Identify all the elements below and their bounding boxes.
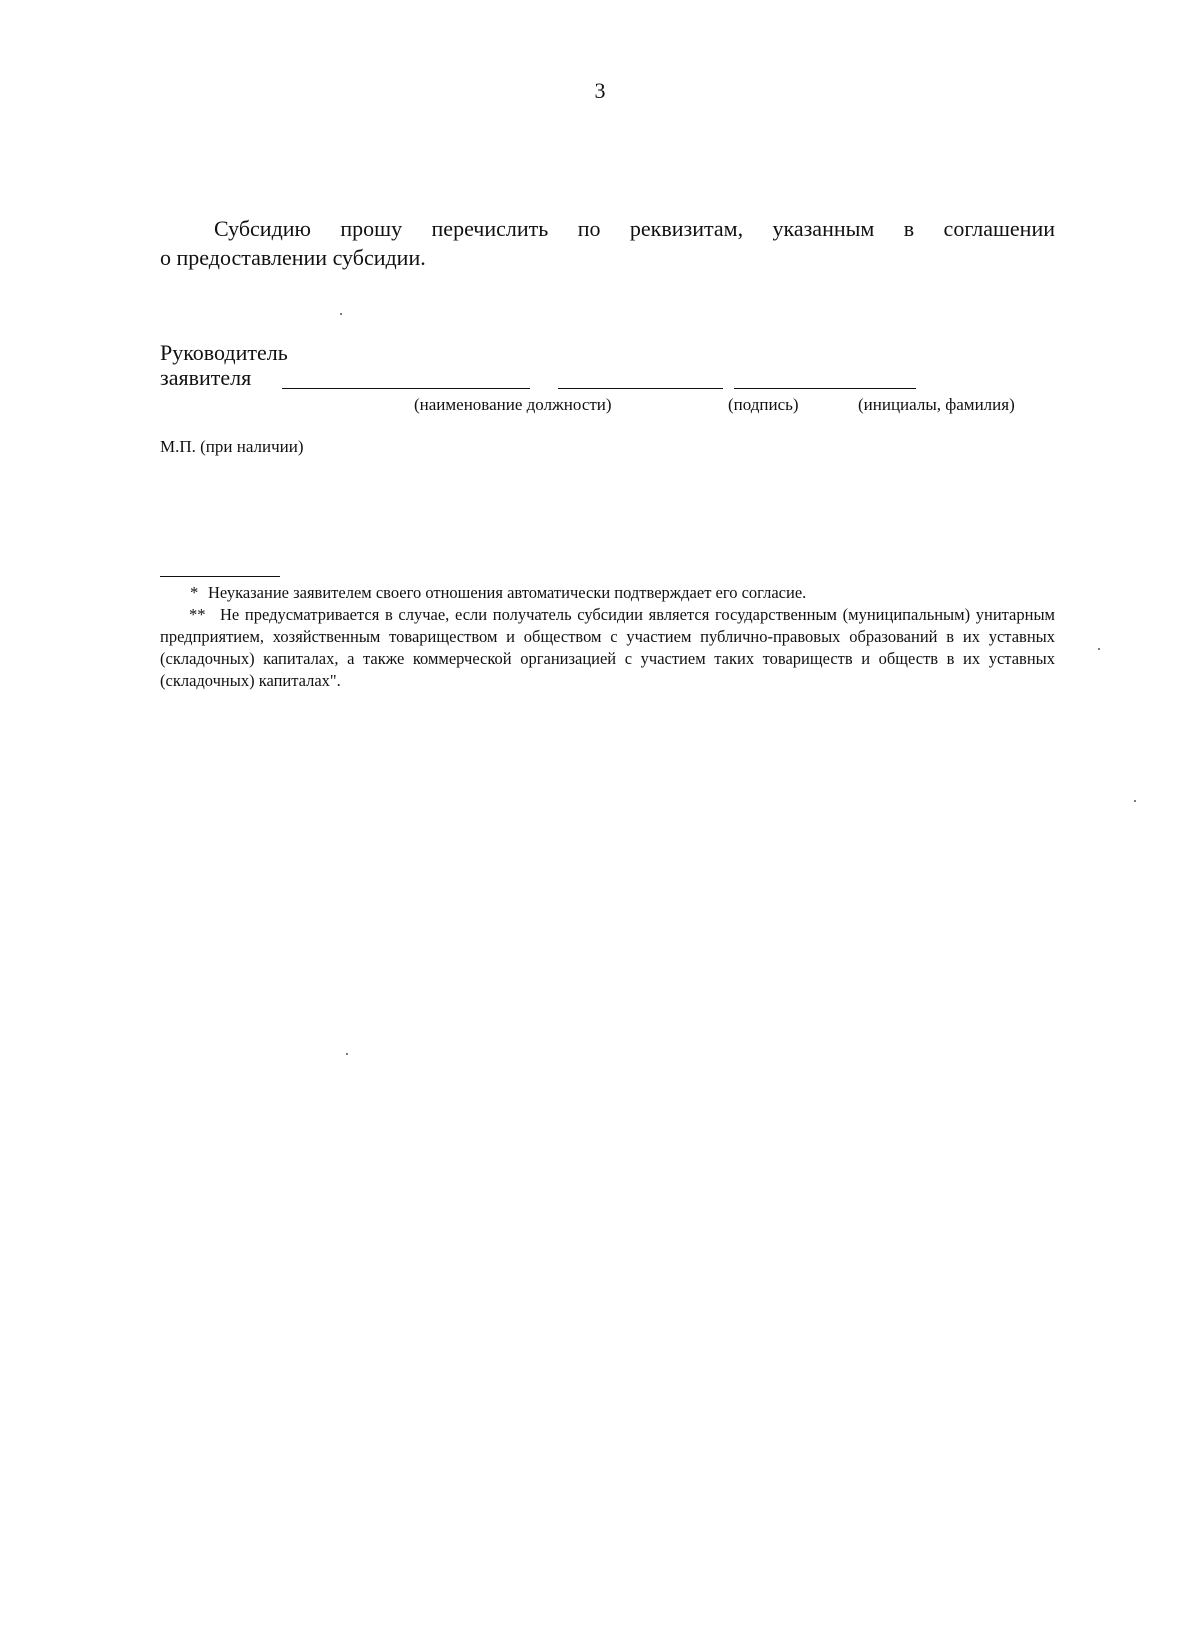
signature-blank-line (558, 388, 723, 389)
footnote-mark: ** (189, 605, 206, 624)
signature-caption: (подпись) (728, 395, 799, 414)
signatory-title-line-1: Руководитель (160, 340, 288, 365)
scan-speck (340, 313, 342, 315)
footnotes (160, 582, 1055, 692)
paragraph-line-2: о предоставлении субсидии. (160, 245, 426, 270)
page-number: 3 (594, 78, 606, 103)
footnote (160, 582, 1055, 604)
scan-speck (1134, 800, 1136, 802)
footnote-text: Не предусматривается в случае, если получатель субсидии является государственным (муниципальным) унитарным предприятием, хозяйственным товариществом и обществом с участием публично-правовых образований в их уставных (складочных) капиталах, а также коммерческой организацией с участием таких товариществ и обществ в их уставных (складочных) капиталах". (160, 605, 1055, 690)
name-caption: (инициалы, фамилия) (858, 395, 1015, 414)
scan-speck (1098, 648, 1100, 650)
footnote (160, 604, 1055, 692)
scan-speck (346, 1053, 348, 1055)
position-caption: (наименование должности) (414, 395, 612, 414)
stamp-label: М.П. (при наличии) (160, 437, 304, 456)
transfer-request-paragraph (160, 214, 1055, 272)
position-blank-line (282, 388, 530, 389)
name-blank-line (734, 388, 916, 389)
paragraph-line-1: Субсидию прошу перечислить по реквизитам, указанным в соглашении (214, 216, 1055, 241)
signature-block (160, 340, 1060, 420)
signatory-title-line-2: заявителя (160, 365, 252, 390)
footnote-mark: * (190, 583, 199, 602)
footnote-text: Неуказание заявителем своего отношения автоматически подтверждает его согласие. (208, 583, 807, 602)
footnote-separator (160, 576, 280, 577)
